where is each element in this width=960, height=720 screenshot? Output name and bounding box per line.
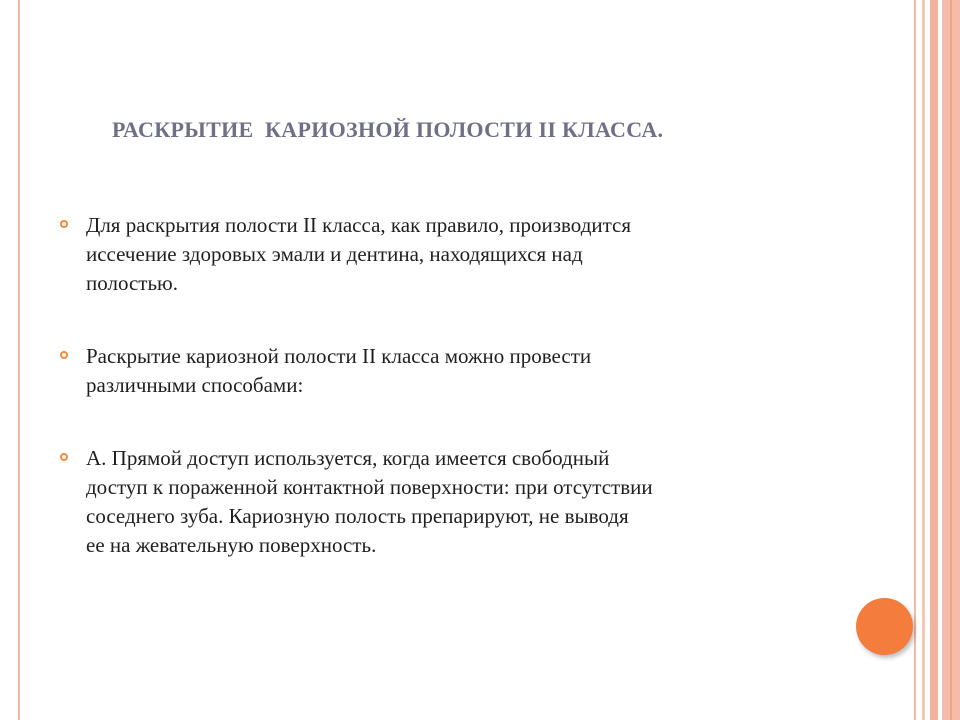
- bullet-text: Для раскрытия полости II класса, как правило, производится иссечение здоровых эмали и дентина, находящихся над полостью.: [86, 213, 632, 295]
- decorative-stripe: [930, 0, 938, 720]
- bullet-circle-icon: [60, 351, 68, 359]
- bullet-circle-icon: [60, 220, 68, 228]
- decorative-stripe: [950, 0, 952, 720]
- bullet-text: Раскрытие кариозной полости II класса можно провести различными способами:: [86, 344, 592, 397]
- bullet-item: [58, 342, 818, 400]
- bullet-item: [58, 444, 818, 560]
- slide-title: РАСКРЫТИЕ КАРИОЗНОЙ ПОЛОСТИ II КЛАССА.: [112, 117, 664, 142]
- bullet-text: А. Прямой доступ используется, когда имеется свободный доступ к пораженной контактной поверхности: при отсутствии соседнего зуба. Кариозную полость препарируют, не выводя ее на жевательную поверхность.: [86, 446, 653, 557]
- bullet-list: [58, 211, 818, 604]
- bullet-item: [58, 211, 818, 298]
- decorative-circle-icon: [856, 598, 913, 655]
- decorative-stripe: [922, 0, 925, 720]
- bullet-circle-icon: [60, 453, 68, 461]
